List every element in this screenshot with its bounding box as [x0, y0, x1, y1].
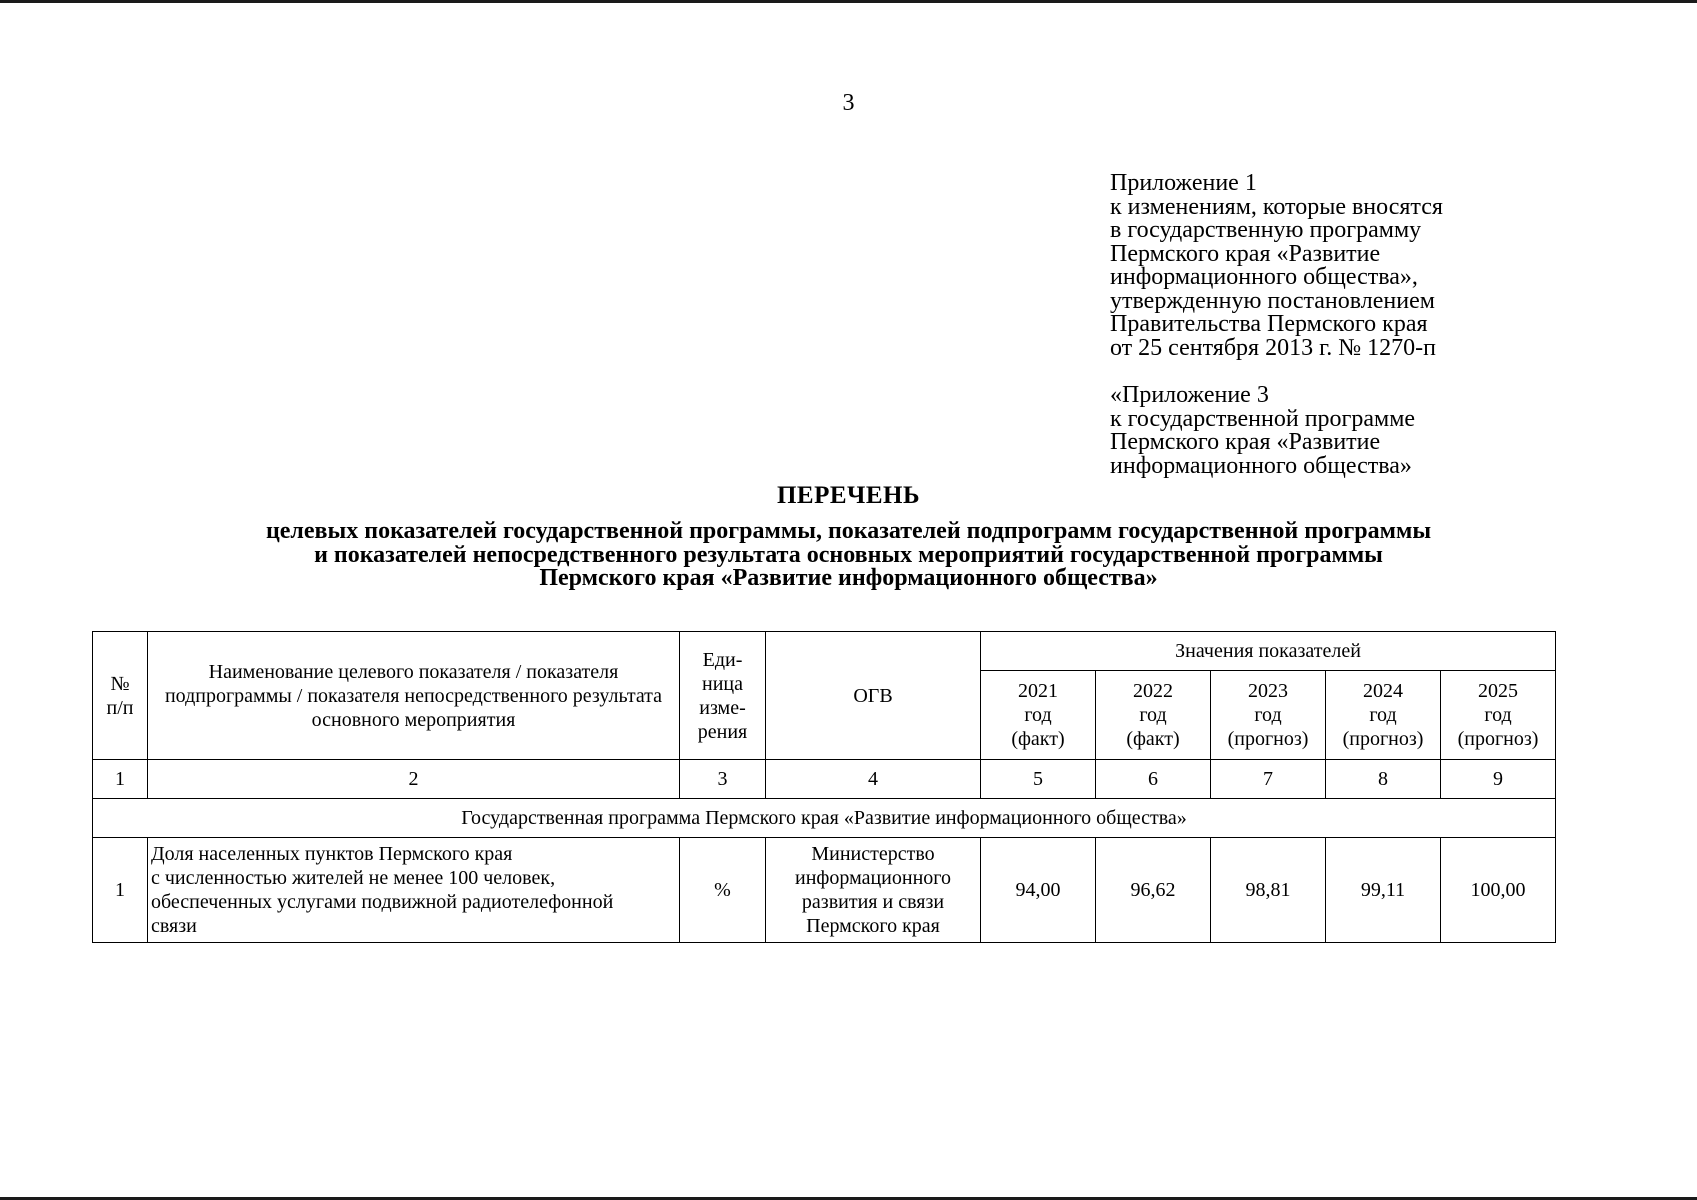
header-year: 2021 год (факт) [981, 671, 1096, 760]
column-number: 1 [93, 760, 148, 799]
subtitle-line: Пермского края «Развитие информационного общества» [539, 565, 1158, 591]
column-numbers-row [93, 760, 1556, 799]
document-subtitle [0, 520, 1697, 591]
column-number: 7 [1211, 760, 1326, 799]
row-unit: % [680, 838, 766, 943]
subtitle-line: целевых показателей государственной программы, показателей подпрограмм государственной программы [265, 518, 1432, 544]
header-year: 2025 год (прогноз) [1441, 671, 1556, 760]
appendix-2-line: информационного общества» [1110, 452, 1412, 479]
header-year: 2022 год (факт) [1096, 671, 1211, 760]
appendix-1-line: Приложение 1 [1110, 170, 1257, 196]
row-value: 99,11 [1326, 838, 1441, 943]
appendix-1-line: к изменениям, которые вносятся [1110, 193, 1443, 220]
column-number: 9 [1441, 760, 1556, 799]
page-number: 3 [842, 90, 855, 116]
column-number: 2 [148, 760, 680, 799]
row-number: 1 [93, 838, 148, 943]
row-ogv: Министерство информационного развития и связи Пермского края [766, 838, 981, 943]
appendix-2-line: к государственной программе [1110, 405, 1416, 432]
row-value: 100,00 [1441, 838, 1556, 943]
appendix-1-line: утвержденную постановлением [1110, 287, 1435, 314]
table-header-row [93, 632, 1556, 671]
appendix-2-line: «Приложение 3 [1110, 382, 1269, 408]
appendix-1-line: в государственную программу [1110, 217, 1422, 243]
header-number: № п/п [93, 632, 148, 760]
header-year: 2023 год (прогноз) [1211, 671, 1326, 760]
scan-edge-top [0, 0, 1697, 3]
document-title: ПЕРЕЧЕНЬ [776, 482, 921, 509]
subtitle-line: и показателей непосредственного результата основных мероприятий государственной программы [314, 541, 1383, 568]
appendix-1-block [1110, 172, 1443, 360]
row-value: 94,00 [981, 838, 1096, 943]
appendix-1-line: Пермского края «Развитие [1110, 240, 1381, 267]
column-number: 8 [1326, 760, 1441, 799]
header-unit: Еди- ница изме- рения [680, 632, 766, 760]
appendix-1-line: Правительства Пермского края [1110, 311, 1428, 337]
column-number: 6 [1096, 760, 1211, 799]
header-year: 2024 год (прогноз) [1326, 671, 1441, 760]
header-values-group: Значения показателей [981, 632, 1556, 671]
section-row [93, 799, 1556, 838]
row-value: 98,81 [1211, 838, 1326, 943]
column-number: 3 [680, 760, 766, 799]
header-ogv: ОГВ [766, 632, 981, 760]
section-title: Государственная программа Пермского края «Развитие информационного общества» [93, 799, 1556, 838]
indicators-table [92, 631, 1556, 943]
header-indicator-name: Наименование целевого показателя / показателя подпрограммы / показателя непосредственного результата основного мероприятия [148, 632, 680, 760]
row-indicator-name: Доля населенных пунктов Пермского края с численностью жителей не менее 100 человек, обеспеченных услугами подвижной радиотелефонной связи [148, 838, 680, 943]
appendix-2-line: Пермского края «Развитие [1110, 429, 1381, 455]
column-number: 5 [981, 760, 1096, 799]
table-row [93, 838, 1556, 943]
column-number: 4 [766, 760, 981, 799]
appendix-1-line: информационного общества», [1110, 264, 1418, 290]
appendix-2-block [1110, 384, 1415, 478]
row-value: 96,62 [1096, 838, 1211, 943]
appendix-1-line: от 25 сентября 2013 г. № 1270-п [1110, 334, 1436, 361]
